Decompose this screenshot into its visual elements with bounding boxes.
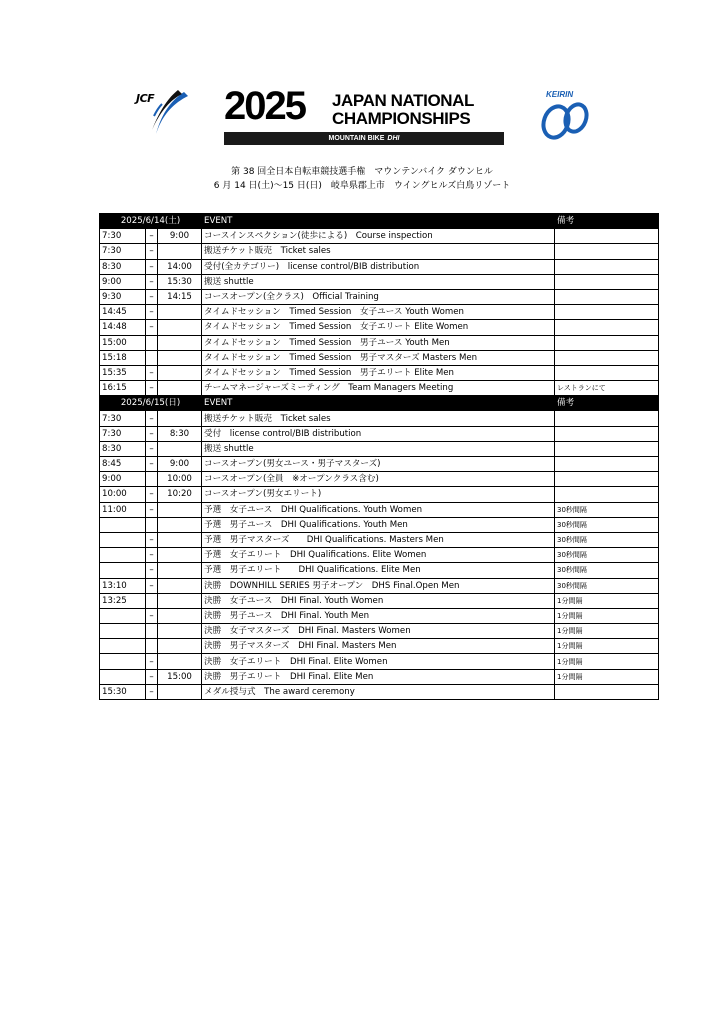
event-note	[555, 365, 659, 380]
event-description: 決勝 男子ユース DHI Final. Youth Men	[202, 608, 555, 623]
schedule-row	[100, 639, 659, 654]
start-time	[100, 654, 146, 669]
event-description: コースオープン(全クラス) Official Training	[202, 289, 555, 304]
schedule-row	[100, 259, 659, 274]
end-time	[158, 411, 202, 426]
event-note	[555, 244, 659, 259]
end-time	[158, 624, 202, 639]
end-time	[158, 578, 202, 593]
title-line-2: CHAMPIONSHIPS	[332, 109, 471, 128]
time-separator: –	[146, 426, 158, 441]
end-time	[158, 608, 202, 623]
event-description: コースインスペクション(徒歩による) Course inspection	[202, 229, 555, 244]
event-description: 予選 男子エリート DHI Qualifications. Elite Men	[202, 563, 555, 578]
end-time: 15:00	[158, 669, 202, 684]
schedule-row	[100, 335, 659, 350]
start-time: 13:10	[100, 578, 146, 593]
schedule-row	[100, 320, 659, 335]
event-description: 搬送 shuttle	[202, 274, 555, 289]
time-separator: –	[146, 457, 158, 472]
time-separator: –	[146, 229, 158, 244]
event-note: 1分間隔	[555, 593, 659, 608]
time-separator: –	[146, 274, 158, 289]
start-time: 14:48	[100, 320, 146, 335]
time-separator: –	[146, 532, 158, 547]
time-separator: –	[146, 320, 158, 335]
start-time: 8:45	[100, 457, 146, 472]
start-time: 15:18	[100, 350, 146, 365]
schedule-row	[100, 563, 659, 578]
time-separator	[146, 517, 158, 532]
schedule-row	[100, 441, 659, 456]
keirin-logo-text: KEIRIN	[546, 90, 574, 99]
event-description: 搬送チケット販売 Ticket sales	[202, 244, 555, 259]
schedule-row	[100, 578, 659, 593]
championship-title	[224, 84, 508, 150]
event-note: 30秒間隔	[555, 517, 659, 532]
start-time	[100, 532, 146, 547]
event-note	[555, 320, 659, 335]
schedule-row	[100, 229, 659, 244]
end-time	[158, 639, 202, 654]
time-separator: –	[146, 669, 158, 684]
schedule-row	[100, 669, 659, 684]
end-time: 10:20	[158, 487, 202, 502]
event-description: 予選 男子ユース DHI Qualifications. Youth Men	[202, 517, 555, 532]
end-time: 9:00	[158, 229, 202, 244]
event-note	[555, 426, 659, 441]
event-description: 決勝 男子マスターズ DHI Final. Masters Men	[202, 639, 555, 654]
schedule-row	[100, 350, 659, 365]
start-time: 13:25	[100, 593, 146, 608]
event-note: レストランにて	[555, 381, 659, 396]
schedule-row	[100, 244, 659, 259]
start-time: 16:15	[100, 381, 146, 396]
end-time: 14:00	[158, 259, 202, 274]
title-line-1: JAPAN NATIONAL	[332, 91, 475, 110]
start-time: 11:00	[100, 502, 146, 517]
end-time	[158, 365, 202, 380]
event-dates-venue: 6 月 14 日(土)～15 日(日) 岐阜県郡上市 ウイングヒルズ白鳥リゾート	[213, 181, 511, 191]
end-time	[158, 441, 202, 456]
schedule-row	[100, 608, 659, 623]
event-description: 受付(全カテゴリー) license control/BIB distribution	[202, 259, 555, 274]
event-description: 決勝 女子マスターズ DHI Final. Masters Women	[202, 624, 555, 639]
schedule-row	[100, 548, 659, 563]
schedule-row	[100, 517, 659, 532]
time-separator: –	[146, 381, 158, 396]
event-note: 1分間隔	[555, 639, 659, 654]
event-description: コースオープン(男女ユース・男子マスターズ)	[202, 457, 555, 472]
time-separator: –	[146, 244, 158, 259]
time-separator: –	[146, 305, 158, 320]
event-description: タイムドセッション Timed Session 男子エリート Elite Men	[202, 365, 555, 380]
schedule-row	[100, 426, 659, 441]
end-time: 14:15	[158, 289, 202, 304]
event-description: タイムドセッション Timed Session 女子ユース Youth Women	[202, 305, 555, 320]
schedule-row	[100, 305, 659, 320]
start-time	[100, 669, 146, 684]
schedule-row	[100, 289, 659, 304]
start-time	[100, 624, 146, 639]
event-note	[555, 274, 659, 289]
event-description: 決勝 DOWNHILL SERIES 男子オープン DHS Final.Open Men	[202, 578, 555, 593]
end-time	[158, 548, 202, 563]
note-column-header: 備考	[555, 214, 659, 229]
time-separator: –	[146, 259, 158, 274]
event-description: タイムドセッション Timed Session 男子ユース Youth Men	[202, 335, 555, 350]
schedule-row	[100, 411, 659, 426]
event-description: 搬送 shuttle	[202, 441, 555, 456]
start-time: 10:00	[100, 487, 146, 502]
event-description: 決勝 女子エリート DHI Final. Elite Women	[202, 654, 555, 669]
end-time: 10:00	[158, 472, 202, 487]
end-time	[158, 305, 202, 320]
start-time: 7:30	[100, 244, 146, 259]
time-separator	[146, 593, 158, 608]
time-separator: –	[146, 548, 158, 563]
event-note	[555, 259, 659, 274]
event-note	[555, 684, 659, 699]
time-separator: –	[146, 684, 158, 699]
event-column-header: EVENT	[202, 214, 555, 229]
discipline-dhi: DHI	[387, 135, 400, 142]
time-separator: –	[146, 441, 158, 456]
event-note	[555, 411, 659, 426]
event-description: タイムドセッション Timed Session 女子エリート Elite Women	[202, 320, 555, 335]
end-time	[158, 593, 202, 608]
time-separator: –	[146, 578, 158, 593]
schedule-row	[100, 502, 659, 517]
event-description: 決勝 男子エリート DHI Final. Elite Men	[202, 669, 555, 684]
discipline-text: MOUNTAIN BIKE	[328, 135, 385, 142]
start-time: 14:45	[100, 305, 146, 320]
event-note: 30秒間隔	[555, 563, 659, 578]
event-description: メダル授与式 The award ceremony	[202, 684, 555, 699]
schedule-row	[100, 624, 659, 639]
time-separator: –	[146, 502, 158, 517]
time-separator	[146, 639, 158, 654]
end-time: 9:00	[158, 457, 202, 472]
time-separator: –	[146, 654, 158, 669]
schedule-row	[100, 654, 659, 669]
start-time	[100, 563, 146, 578]
schedule-row	[100, 274, 659, 289]
time-separator	[146, 350, 158, 365]
start-time: 8:30	[100, 441, 146, 456]
schedule-row	[100, 381, 659, 396]
start-time: 9:30	[100, 289, 146, 304]
event-note	[555, 229, 659, 244]
time-separator: –	[146, 563, 158, 578]
event-note	[555, 305, 659, 320]
end-time	[158, 381, 202, 396]
event-description: 決勝 女子ユース DHI Final. Youth Women	[202, 593, 555, 608]
event-note	[555, 487, 659, 502]
time-separator: –	[146, 487, 158, 502]
event-note	[555, 350, 659, 365]
time-separator: –	[146, 608, 158, 623]
day-header-row	[100, 396, 659, 411]
start-time: 15:35	[100, 365, 146, 380]
start-time	[100, 548, 146, 563]
time-separator: –	[146, 365, 158, 380]
start-time: 9:00	[100, 274, 146, 289]
note-column-header: 備考	[555, 396, 659, 411]
event-description: チームマネージャーズミーティング Team Managers Meeting	[202, 381, 555, 396]
start-time: 7:30	[100, 229, 146, 244]
schedule-row	[100, 593, 659, 608]
event-description: 搬送チケット販売 Ticket sales	[202, 411, 555, 426]
event-description: 受付 license control/BIB distribution	[202, 426, 555, 441]
event-note	[555, 289, 659, 304]
time-separator	[146, 335, 158, 350]
start-time: 15:00	[100, 335, 146, 350]
time-separator: –	[146, 411, 158, 426]
time-separator	[146, 472, 158, 487]
event-note: 1分間隔	[555, 624, 659, 639]
schedule-table	[99, 213, 659, 700]
event-column-header: EVENT	[202, 396, 555, 411]
event-description: 予選 男子マスターズ DHI Qualifications. Masters Men	[202, 532, 555, 547]
event-description: コースオープン(全員 ※オープンクラス含む)	[202, 472, 555, 487]
event-note: 1分間隔	[555, 608, 659, 623]
time-separator: –	[146, 289, 158, 304]
start-time: 8:30	[100, 259, 146, 274]
schedule-row	[100, 365, 659, 380]
end-time	[158, 563, 202, 578]
end-time	[158, 532, 202, 547]
start-time: 15:30	[100, 684, 146, 699]
end-time	[158, 244, 202, 259]
event-note: 30秒間隔	[555, 548, 659, 563]
end-time: 8:30	[158, 426, 202, 441]
event-note: 30秒間隔	[555, 578, 659, 593]
schedule-row	[100, 684, 659, 699]
event-note	[555, 457, 659, 472]
end-time	[158, 502, 202, 517]
discipline-bar	[224, 132, 504, 145]
start-time	[100, 517, 146, 532]
day-date: 2025/6/14(土)	[100, 214, 202, 229]
event-name: 第 38 回全日本自転車競技選手権 マウンテンバイク ダウンヒル	[231, 167, 493, 177]
time-separator	[146, 624, 158, 639]
day-date: 2025/6/15(日)	[100, 396, 202, 411]
title-year: 2025	[224, 84, 305, 128]
end-time	[158, 320, 202, 335]
event-description: タイムドセッション Timed Session 男子マスターズ Masters Men	[202, 350, 555, 365]
event-description: 予選 女子エリート DHI Qualifications. Elite Women	[202, 548, 555, 563]
day-header-row	[100, 214, 659, 229]
schedule-body	[100, 214, 659, 700]
start-time: 7:30	[100, 426, 146, 441]
event-note	[555, 335, 659, 350]
end-time	[158, 684, 202, 699]
start-time: 7:30	[100, 411, 146, 426]
end-time	[158, 517, 202, 532]
event-note: 1分間隔	[555, 669, 659, 684]
event-description: 予選 女子ユース DHI Qualifications. Youth Women	[202, 502, 555, 517]
schedule-row	[100, 532, 659, 547]
event-note	[555, 472, 659, 487]
end-time	[158, 654, 202, 669]
start-time	[100, 639, 146, 654]
event-description: コースオープン(男女エリート)	[202, 487, 555, 502]
keirin-logo	[536, 90, 594, 142]
event-note	[555, 441, 659, 456]
start-time: 9:00	[100, 472, 146, 487]
jcf-logo	[132, 86, 190, 142]
event-note: 30秒間隔	[555, 502, 659, 517]
event-note: 1分間隔	[555, 654, 659, 669]
schedule-row	[100, 457, 659, 472]
end-time: 15:30	[158, 274, 202, 289]
schedule-row	[100, 472, 659, 487]
jcf-logo-text: JCF	[136, 92, 155, 105]
start-time	[100, 608, 146, 623]
end-time	[158, 335, 202, 350]
event-note: 30秒間隔	[555, 532, 659, 547]
schedule-row	[100, 487, 659, 502]
end-time	[158, 350, 202, 365]
